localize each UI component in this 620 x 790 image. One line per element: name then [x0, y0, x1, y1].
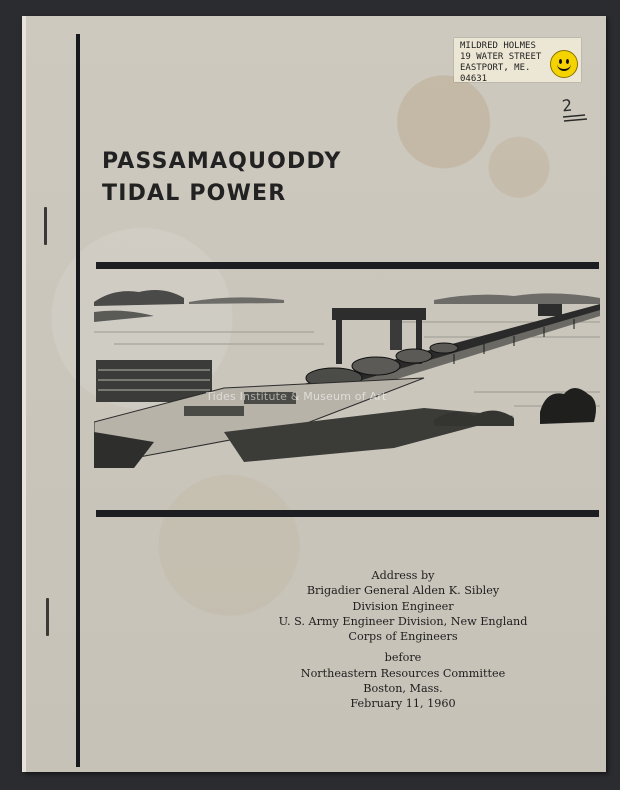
handwritten-underline-icon — [561, 114, 589, 122]
speaker-role: Division Engineer — [352, 599, 454, 613]
before-label: before — [384, 651, 422, 665]
owner-street: 19 WATER STREET — [460, 52, 542, 62]
spine-rule — [76, 34, 80, 767]
audience: Northeastern Resources Committee — [300, 666, 506, 680]
date: February 11, 1960 — [350, 697, 456, 711]
staple-top — [44, 207, 47, 245]
tidal-dam-powerhouse-illustration — [94, 282, 600, 468]
speaker-name: Brigadier General Alden K. Sibley — [306, 584, 500, 598]
watermark-text: Tides Institute & Museum of Art — [206, 390, 387, 403]
speaker-division: U. S. Army Engineer Division, New England — [278, 614, 528, 628]
handwritten-number: 2 — [561, 95, 574, 116]
address-block — [258, 568, 548, 712]
speaker-corps: Corps of Engineers — [348, 630, 458, 644]
owner-zip: 04631 — [460, 74, 488, 84]
staple-bottom — [46, 598, 49, 636]
owner-city: EASTPORT, ME. — [460, 63, 531, 73]
rule-bottom — [96, 510, 599, 517]
rule-top — [96, 262, 599, 269]
title-line-1: PASSAMAQUODDY — [102, 149, 342, 174]
cover-title — [102, 146, 342, 210]
location: Boston, Mass. — [363, 682, 443, 696]
address-heading: Address by — [371, 569, 435, 582]
title-line-2: TIDAL POWER — [102, 181, 287, 206]
smiley-face-icon — [550, 50, 578, 78]
owner-name: MILDRED HOLMES — [460, 41, 536, 51]
